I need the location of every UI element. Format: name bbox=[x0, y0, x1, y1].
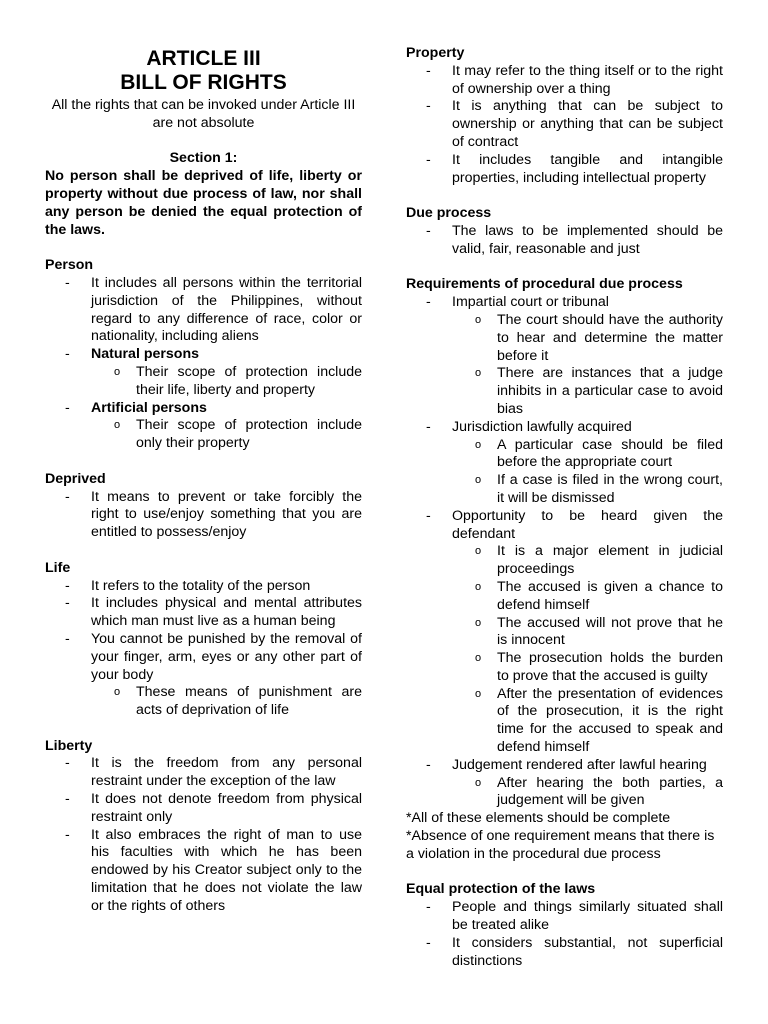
list-item: - It means to prevent or take forcibly the right to use/enjoy something that you are entitled to possess/enjoy bbox=[45, 489, 362, 542]
list-item: - It is anything that can be subject to ownership or anything that can be subject of contract bbox=[406, 98, 723, 151]
equal-protection-list bbox=[406, 899, 723, 970]
list-item: - The laws to be implemented should be valid, fair, reasonable and just bbox=[406, 223, 723, 259]
list-item: - Impartial court or tribunal bbox=[406, 294, 723, 312]
due-process-heading: Due process bbox=[406, 205, 492, 222]
deprived-list bbox=[45, 489, 362, 542]
list-item: - People and things similarly situated shall be treated alike bbox=[406, 899, 723, 935]
person-list bbox=[45, 275, 362, 364]
section-text: No person shall be deprived of life, liberty or property without due process of law, nor shall any person be denied the equal protection of the laws. bbox=[45, 168, 362, 238]
life-list bbox=[45, 578, 362, 685]
person-sublist bbox=[45, 364, 362, 400]
list-item: - It also embraces the right of man to use his faculties with which he has been endowed by his Creator subject only to the limitation that he does not violate the law or the rights of others bbox=[45, 827, 362, 916]
section-title: Section 1: bbox=[169, 150, 238, 167]
liberty-heading: Liberty bbox=[45, 737, 93, 754]
list-item: o The prosecution holds the burden to prove that the accused is guilty bbox=[406, 650, 723, 686]
due-process-list bbox=[406, 223, 723, 259]
property-heading: Property bbox=[406, 45, 465, 61]
list-item: o Their scope of protection include only their property bbox=[45, 417, 362, 453]
list-item: o If a case is filed in the wrong court, it will be dismissed bbox=[406, 472, 723, 508]
article-subtitle: BILL OF RIGHTS bbox=[120, 71, 287, 94]
right-column bbox=[406, 45, 723, 970]
list-item: - Judgement rendered after lawful hearing bbox=[406, 757, 723, 775]
list-item: o A particular case should be filed before the appropriate court bbox=[406, 437, 723, 473]
list-item: - Jurisdiction lawfully acquired bbox=[406, 419, 723, 437]
list-item: o After the presentation of evidences of the prosecution, it is the right time for the accused to speak and defend himself bbox=[406, 686, 723, 757]
list-item: - Artificial persons bbox=[45, 400, 362, 418]
list-item: o After hearing the both parties, a judgement will be given bbox=[406, 775, 723, 811]
property-list bbox=[406, 63, 723, 188]
list-item: - It does not denote freedom from physical restraint only bbox=[45, 791, 362, 827]
equal-protection-heading: Equal protection of the laws bbox=[406, 881, 596, 898]
list-item: - You cannot be punished by the removal of your finger, arm, eyes or any other part of your body bbox=[45, 631, 362, 684]
list-item: o The accused will not prove that he is innocent bbox=[406, 615, 723, 651]
list-item: - Opportunity to be heard given the defendant bbox=[406, 508, 723, 544]
list-item: - It considers substantial, not superficial distinctions bbox=[406, 935, 723, 971]
list-item: o These means of punishment are acts of deprivation of life bbox=[45, 684, 362, 720]
left-column bbox=[45, 47, 362, 916]
list-item: o There are instances that a judge inhibits in a particular case to avoid bias bbox=[406, 365, 723, 418]
person-heading: Person bbox=[45, 257, 94, 274]
liberty-list bbox=[45, 755, 362, 915]
list-item: o The accused is given a chance to defend himself bbox=[406, 579, 723, 615]
list-item: - It includes tangible and intangible properties, including intellectual property bbox=[406, 152, 723, 188]
note-complete: *All of these elements should be complete bbox=[406, 810, 671, 827]
life-heading: Life bbox=[45, 559, 71, 576]
deprived-heading: Deprived bbox=[45, 470, 106, 487]
note-absence: *Absence of one requirement means that there is a violation in the procedural due process bbox=[406, 828, 715, 862]
list-item: - It includes all persons within the territorial jurisdiction of the Philippines, without regard to any difference of race, color or nationality, including aliens bbox=[45, 275, 362, 346]
list-item: - Natural persons bbox=[45, 346, 362, 364]
list-item: o The court should have the authority to hear and determine the matter before it bbox=[406, 312, 723, 365]
list-item: - It is the freedom from any personal restraint under the exception of the law bbox=[45, 755, 362, 791]
requirements-heading: Requirements of procedural due process bbox=[406, 276, 683, 293]
list-item: o It is a major element in judicial proceedings bbox=[406, 543, 723, 579]
article-title: ARTICLE III bbox=[146, 47, 261, 70]
list-item: - It includes physical and mental attributes which man must live as a human being bbox=[45, 595, 362, 631]
list-item: o Their scope of protection include their life, liberty and property bbox=[45, 364, 362, 400]
intro-text: All the rights that can be invoked under Article III are not absolute bbox=[51, 97, 356, 131]
list-item: - It refers to the totality of the person bbox=[45, 578, 362, 596]
list-item: - It may refer to the thing itself or to the right of ownership over a thing bbox=[406, 63, 723, 99]
